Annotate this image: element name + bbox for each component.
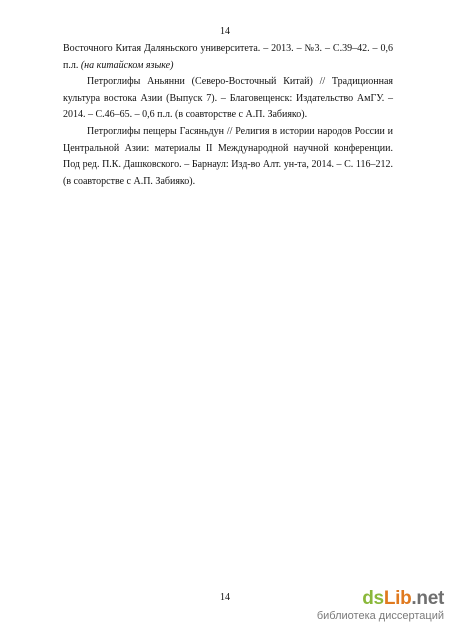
page-number-bottom: 14 (220, 592, 230, 603)
brand-net: .net (411, 588, 444, 609)
paragraph-1-text: Восточного Китая Даляньского университета. – 2013. – №3. – С.39–42. – 0,6 п.л. (63, 43, 393, 71)
paragraph-1 (63, 41, 393, 74)
brand-ds: ds (362, 588, 384, 609)
document-body (63, 41, 393, 190)
paragraph-2: Петроглифы Аньянни (Северо-Восточный Китай) // Традиционная культура востока Азии (Выпуск 7). – Благовещенск: Издательство АмГУ. – 2014. – С.46–65. – 0,6 п.л. (в соавторстве с А.П. Забияко). (63, 76, 393, 121)
watermark-logo[interactable] (317, 588, 444, 622)
brand-lib: Lib (383, 588, 412, 609)
page-number-top: 14 (220, 26, 230, 37)
watermark-brand (317, 588, 444, 610)
paragraph-3: Петроглифы пещеры Гасяньдун // Религия в истории народов России и Центральной Азии: материалы II Международной научной конференции. Под ред. П.К. Дашковского. – Барнаул: Изд-во Алт. ун-та, 2014. – С. 116–212. (в соавторстве с А.П. Забияко). (63, 125, 393, 187)
paragraph-1-language-note: (на китайском языке) (80, 59, 174, 71)
watermark-subtitle: библиотека диссертаций (316, 610, 444, 622)
